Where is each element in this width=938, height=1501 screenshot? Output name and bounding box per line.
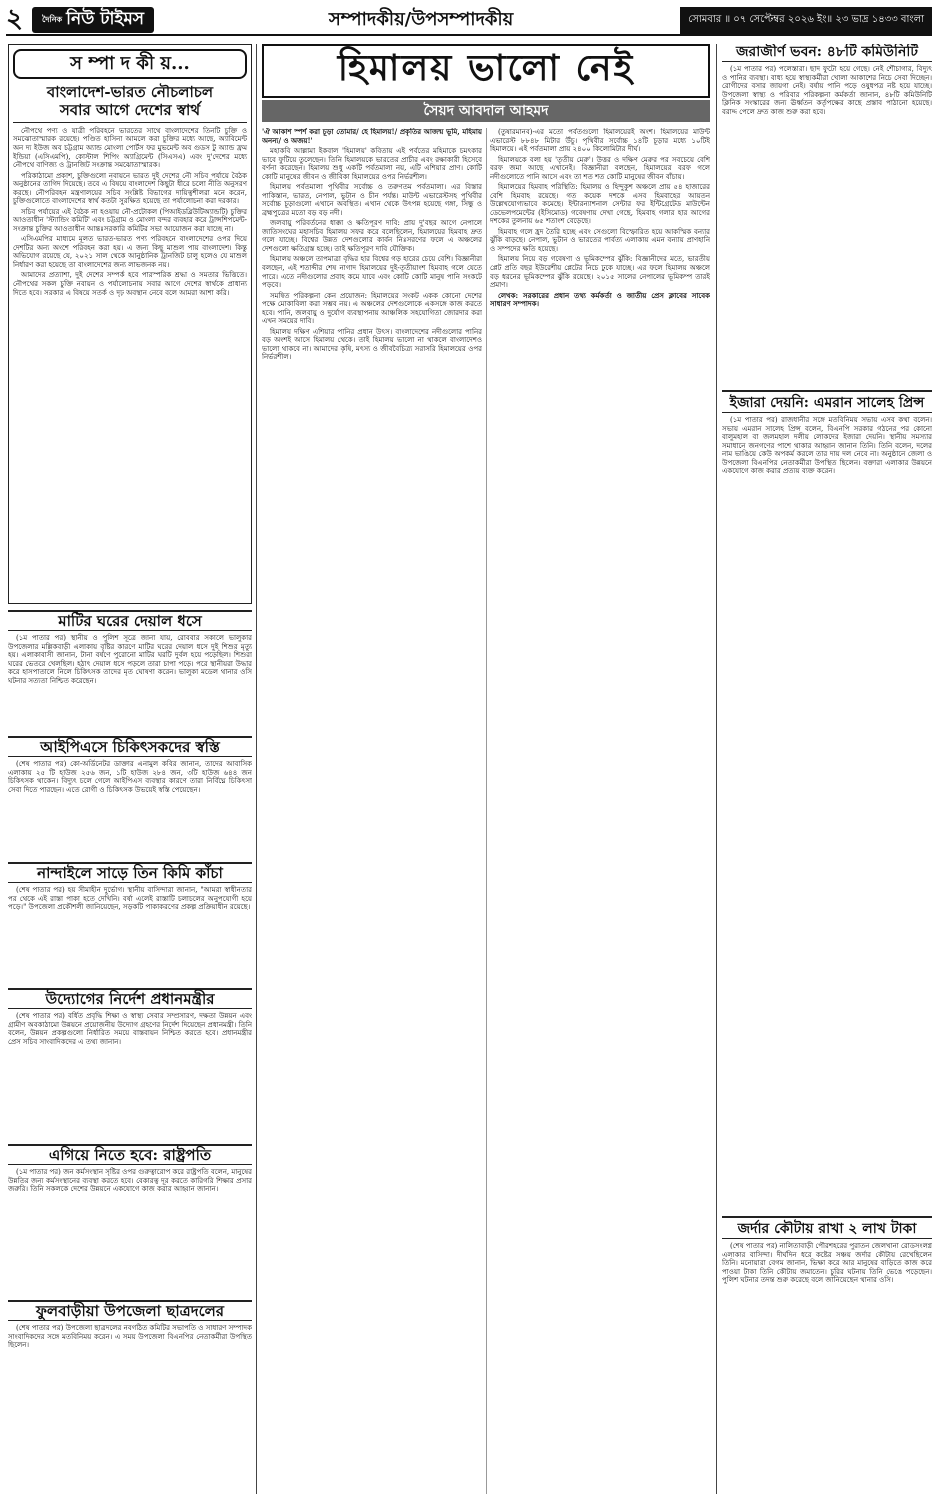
news-title: ফুলবাড়ীয়া উপজেলা ছাত্রদলের (8, 1300, 252, 1321)
news-title: উদ্যোগের নির্দেশ প্রধানমন্ত্রীর (8, 988, 252, 1009)
article-paragraph: হিমালয়ের হিমবাহ পরিস্থিতি: হিমালয় ও হিন্দুকুশ অঞ্চলে প্রায় ৫৪ হাজারের বেশি হিমবাহ রয়েছে। গত কয়েক দশকে এসব হিমবাহের আয়তন উল্লেখযোগ্যভাবে কমেছে। ইন্টারন্যাশনাল সেন্টার ফর ইন্টিগ্রেটেড মাউন্টেন ডেভেলপমেন্টের (ইসিমোড) গবেষণায় দেখা গেছে, হিমবাহ গলার হার আগের দশকের তুলনায় ৬৫ শতাংশ বেড়েছে। (490, 183, 710, 226)
news-item (722, 390, 932, 1210)
news-item (8, 1144, 252, 1294)
editorial-title-2: সবার আগে দেশের স্বার্থ (13, 101, 247, 123)
article-title: হিমালয় ভালো নেই (337, 47, 635, 89)
editorial-paragraph: পরিকাঠামো প্রকাশ, চুক্তিগুলো নবায়নে ভারত দুই দেশের নৌ সচিব পর্যায়ে বৈঠক অনুষ্ঠানের তাগিদ দিয়েছে। তবে এ বিষয়ে বাংলাদেশ কিছুটা ধীরে চলো নীতি অনুসরণ করছে। নৌপরিবহন মন্ত্রণালয়ের সচিব সংশ্লিষ্ট বিভাগের দায়িত্বশীলরা মনে করেন, চুক্তিগুলোতে বাংলাদেশের স্বার্থ কতটা সুরক্ষিত হয়েছে তা পর্যালোচনা করা দরকার। (13, 171, 247, 206)
page-number: ২ (6, 4, 23, 34)
news-body: (শেষ পাতার পর) বর্ধিত প্রবৃদ্ধি শিক্ষা ও স্বাস্থ্য সেবার সম্প্রসারণ, দক্ষতা উন্নয়ন এবং গ্রামীণ অবকাঠামো উন্নয়নে প্রয়োজনীয় উদ্যোগ গ্রহণের নির্দেশ দিয়েছেন প্রধানমন্ত্রী। তিনি বলেন, উন্নয়ন প্রকল্পগুলো নির্ধারিত সময়ে বাস্তবায়ন নিশ্চিত করতে হবে। প্রধানমন্ত্রীর প্রেস সচিব সাংবাদিকদের এ তথ্য জানান। (8, 1012, 252, 1046)
news-body: (১ম পাতার পর) জন কর্মসংস্থান সৃষ্টির ওপর গুরুত্বারোপ করে রাষ্ট্রপতি বলেন, মানুষের উন্নতির জন্য কর্মসংস্থানের ব্যবস্থা করতে হবে। বেকারত্ব দূর করতে কারিগরি শিক্ষার প্রসার জরুরি। তিনি সকলকে দেশের উন্নয়নে একযোগে কাজ করার আহ্বান জানান। (8, 1168, 252, 1194)
article-paragraph: হিমালয় নিয়ে বড় গবেষণা ও ভূমিকম্পের ঝুঁকি: বিজ্ঞানীদের মতে, ভারতীয় প্লেট প্রতি বছর ইউরেশীয় প্লেটের নিচে ঢুকে যাচ্ছে। এর ফলে হিমালয় অঞ্চলে বড় ধরনের ভূমিকম্পের ঝুঁকি রয়েছে। ২০১৫ সালের নেপালের ভূমিকম্প তারই প্রমাণ। (490, 255, 710, 290)
news-item (8, 988, 252, 1138)
right-news-column (722, 44, 932, 1494)
article-quote: 'ঐ আকাশ স্পর্শ করা চূড়া তোমার/ হে হিমালয়!/ প্রকৃতির আজন্ম ভূমি, মহিমায় অনন্য/ ও অজয়!' (262, 128, 482, 145)
editorial-paragraph: সচিব পর্যায়ের এই বৈঠক না হওয়ায় নৌ-প্রটোকল (পিআইডব্লিউটিঅ্যান্ডটি) চুক্তির আওতাধীন 'স্ট্যান্ডিং কমিটি' এবং চট্টগ্রাম ও মোংলা বন্দর ব্যবহার করে ট্রান্সশিপমেন্ট-সংক্রান্ত চুক্তির আওতাধীন আন্তঃসরকারি কমিটির সভা আয়োজন করা যাচ্ছে না। (13, 207, 247, 233)
news-title: আইপিএসে চিকিৎসকদের স্বস্তি (8, 736, 252, 757)
news-item (8, 610, 252, 730)
news-title: নান্দাইলে সাড়ে তিন কিমি কাঁচা (8, 862, 252, 883)
editorial-body (13, 127, 247, 297)
news-body: (১ম পাতার পর) রাজধানীর সঙ্গে মতবিনিময় সভায় এসব কথা বলেন। সভায় এমরান সালেহ প্রিন্স বলেন, বিএনপি সরকার গঠনের পর কোনো বালুমহাল বা জলমহাল দলীয় লোকদের ইজারা দেয়নি। স্থানীয় সমস্যার সমাধানে জনগণের পাশে থাকার আহ্বান জানান তিনি। তিনি বলেন, দলের নাম ভাঙিয়ে কেউ অপকর্ম করলে তার দায় দল নেবে না। অনুষ্ঠানে জেলা ও উপজেলা বিএনপির নেতাকর্মীরা উপস্থিত ছিলেন। বক্তারা এলাকার উন্নয়নে একযোগে কাজ করার প্রত্যয় ব্যক্ত করেন। (722, 416, 932, 476)
news-title: জর্দার কৌটায় রাখা ২ লাখ টাকা (722, 1221, 932, 1239)
news-title: জরাজীর্ণ ভবন: ৪৮টি কমিউনিটি (722, 44, 932, 62)
news-body: (১ম পাতার পর) পলেস্তারা। ছাদ ফুটো হয়ে গেছে। নেই শৌচাগার, বিদ্যুৎ ও পানির ব্যবস্থা। বাধ্য হয়ে স্বাস্থ্যকর্মীরা খোলা আকাশের নিচে সেবা দিচ্ছেন। রোগীদের বসার জায়গা নেই। বর্ষায় পানি পড়ে ওষুধপত্র নষ্ট হয়ে যাচ্ছে। উপজেলা স্বাস্থ্য ও পরিবার পরিকল্পনা কর্মকর্তা জানান, ৪৮টি কমিউনিটি ক্লিনিক সংস্কারের জন্য ঊর্ধ্বতন কর্তৃপক্ষের কাছে প্রস্তাব পাঠানো হয়েছে। বরাদ্দ পেলে দ্রুত কাজ শুরু করা হবে। (722, 65, 932, 116)
article-column-rule (486, 128, 487, 1494)
article-paragraph: হিমবাহ গলে হ্রদ তৈরি হচ্ছে এবং সেগুলো বিস্ফোরিত হয়ে আকস্মিক বন্যার ঝুঁকি বাড়ছে। নেপাল, ভুটান ও ভারতের পার্বত্য এলাকায় এমন বন্যায় প্রাণহানি ও সম্পদের ক্ষতি হয়েছে। (490, 227, 710, 253)
news-item (8, 1300, 252, 1430)
article-paragraph: মহাকবি আল্লামা ইকবাল 'হিমালয়' কবিতায় এই পর্বতের মহিমাকে চমৎকার ভাবে ফুটিয়ে তুলেছেন। তিনি হিমালয়কে ভারতের প্রাচীর এবং রক্ষাকারী হিসেবে বর্ণনা করেছেন। হিমালয় শুধু একটি পর্বতমালা নয়, এটি এশিয়ার প্রাণ। কোটি কোটি মানুষের জীবন ও জীবিকা হিমালয়ের ওপর নির্ভরশীল। (262, 147, 482, 181)
article-paragraph: হিমালয় দক্ষিণ এশিয়ার পানির প্রধান উৎস। বাংলাদেশের নদীগুলোর পানির বড় অংশই আসে হিমালয় থেকে। তাই হিমালয় ভালো না থাকলে বাংলাদেশও ভালো থাকবে না। আমাদের কৃষি, মৎস্য ও জীববৈচিত্র্য সরাসরি হিমালয়ের ওপর নির্ভরশীল। (262, 327, 482, 362)
article-column-2 (490, 128, 710, 1494)
column-rule (716, 44, 717, 1494)
editorial-label: স ম্পা দ কী য়... (13, 49, 247, 79)
news-body: (শেষ পাতার পর) হয় সীমাহীন দুর্ভোগ। স্থানীয় বাসিন্দারা জানান, "আমরা স্বাধীনতার পর থেকে এই রাস্তা পাকা হতে দেখিনি। বর্ষা এলেই রাস্তাটি চলাচলের অনুপযোগী হয়ে পড়ে।" উপজেলা প্রকৌশলী জানিয়েছেন, সড়কটি পাকাকরণের প্রকল্প প্রক্রিয়াধীন রয়েছে। (8, 886, 252, 912)
news-body: (শেষ পাতার পর) নালিতাবাড়ী পৌরশহরের পুরাতন জেলখানা রোডসংলগ্ন এলাকার বাসিন্দা। দীর্ঘদিন ধরে কষ্টের সঞ্চয় জর্দার কৌটায় রেখেছিলেন তিনি। মনোয়ারা বেগম জানান, ভিক্ষা করে আর মানুষের বাড়িতে কাজ করে পাওয়া টাকা তিনি কৌটায় জমাতেন। চুরির ঘটনায় তিনি ভেঙে পড়েছেন। পুলিশ ঘটনার তদন্ত শুরু করেছে বলে জানিয়েছেন থানার ওসি। (722, 1242, 932, 1285)
news-item (8, 736, 252, 856)
article-byline: সৈয়দ আবদাল আহমদ (262, 100, 710, 122)
editorial-paragraph: নৌপথে পণ্য ও যাত্রী পরিবহনে ভারতের সাথে বাংলাদেশের তিনটি চুক্তি ও সমঝোতাস্মারক রয়েছে। পণ্ডিত হাসিনা আমলে করা চুক্তির মধ্যে আছে, অ্যাবিমেন্ট অন দ্য ইউজ অব চট্টগ্রাম অ্যান্ড মোংলা পোর্টস ফর মুভমেন্ট অব গুডস টু অ্যান্ড ফ্রম ইন্ডিয়া (এসিএমপি), কোস্টাল শিপিং অ্যাগ্রিমেন্ট (সিএসএ) এবং দু'দেশের মধ্যে নৌপথে বাণিজ্য ও ট্রানজিট সংক্রান্ত সমঝোতাস্মারক। (13, 126, 247, 170)
article-paragraph: (তুষারমানব)-এর মতো পর্বতগুলো হিমালয়েরই অংশ। হিমালয়ের মাউন্ট এভারেস্ট ৮৮৪৮ মিটার উঁচু। পৃথিবীর সর্বোচ্চ ১৪টি চূড়ার মধ্যে ১০টিই হিমালয়ে। এই পর্বতমালা প্রায় ২৪০০ কিলোমিটার দীর্ঘ। (490, 128, 710, 154)
issue-date: সোমবার ॥ ০৭ সেপ্টেম্বর ২০২৬ ইং॥ ২৩ ভাদ্র ১৪৩৩ বাংলা (680, 7, 932, 34)
news-body: (শেষ পাতার পর) উপজেলা ছাত্রদলের নবগঠিত কমিটির সভাপতি ও সাধারণ সম্পাদক সাংবাদিকদের সঙ্গে মতবিনিময় করেন। এ সময় উপজেলা বিএনপির নেতাকর্মীরা উপস্থিত ছিলেন। (8, 1324, 252, 1350)
article-column-1 (262, 128, 482, 1494)
editorial-box (8, 44, 252, 604)
article-paragraph: হিমালয় অঞ্চলে তাপমাত্রা বৃদ্ধির হার বিশ্বের গড় হারের চেয়ে বেশি। বিজ্ঞানীরা বলছেন, এই শতাব্দীর শেষ নাগাদ হিমালয়ের দুই-তৃতীয়াংশ হিমবাহ গলে যেতে পারে। এতে নদীগুলোর প্রবাহ কমে যাবে এবং কোটি কোটি মানুষ পানি সংকটে পড়বে। (262, 255, 482, 290)
article-paragraph: হিমালয় পর্বতমালা পৃথিবীর সর্বোচ্চ ও তরুণতম পর্বতমালা। এর বিস্তার পাকিস্তান, ভারত, নেপাল, ভুটান ও চীন পর্যন্ত। মাউন্ট এভারেস্টসহ পৃথিবীর সর্বোচ্চ চূড়াগুলো এখানে অবস্থিত। এখান থেকে উৎপন্ন হয়েছে গঙ্গা, সিন্ধু ও ব্রহ্মপুত্রের মতো বড় বড় নদী। (262, 183, 482, 217)
news-body: (১ম পাতার পর) স্থানীয় ও পুলিশ সূত্রে জানা যায়, রোববার সকালে ভালুকার উপজেলার মল্লিকবাড়ী এলাকায় বৃষ্টির কারণে মাটির ঘরের দেয়াল ধসে দুই শিশুর মৃত্যু হয়। এলাকাবাসী জানান, টানা বর্ষণে পুরোনো মাটির ঘরটি দুর্বল হয়ে পড়েছিল। শিশুরা ঘরের ভেতরে খেলছিল। হঠাৎ দেয়াল ধসে পড়লে তারা চাপা পড়ে। পরে স্থানীয়রা উদ্ধার করে হাসপাতালে নিলে চিকিৎসক তাদের মৃত ঘোষণা করেন। ভালুকা মডেল থানার ওসি ঘটনার সত্যতা নিশ্চিত করেছেন। (8, 634, 252, 685)
news-item (722, 44, 932, 384)
news-title: মাটির ঘরের দেয়াল ধসে (8, 610, 252, 631)
article-paragraph: হিমালয়কে বলা হয় 'তৃতীয় মেরু'। উত্তর ও দক্ষিণ মেরুর পর সবচেয়ে বেশি বরফ জমা আছে এখানেই। বিজ্ঞানীরা বলছেন, হিমালয়ের বরফ গলে নদীগুলোতে পানি আসে এবং তা শত শত কোটি মানুষের জীবন বাঁচায়। (490, 155, 710, 181)
masthead (6, 6, 932, 36)
editorial-paragraph: এসিএমপির মাধ্যমে মূলত ভারত-ভারত পণ্য পরিবহনে বাংলাদেশের ওপর দিয়ে দেশটির অন্য অংশে পরিবহন করা হয়। এ জন্য কিছু মাশুল পায় বাংলাদেশ। কিন্তু অভিযোগ রয়েছে যে, ২০২১ সাল থেকে আনুষ্ঠানিক ট্রানজিট চালু হলেও যে মাশুল নির্ধারণ করা হয়েছে তা বাংলাদেশের জন্য লাভজনক নয়। (13, 235, 247, 269)
newspaper-logo (32, 7, 154, 33)
author-note: লেখক: সরকারের প্রধান তথ্য কর্মকর্তা ও জাতীয় প্রেস ক্লাবের সাবেক সাধারণ সম্পাদক। (490, 290, 710, 309)
article-paragraph: জলবায়ু পরিবর্তনের ধাক্কা ও ক্ষতিপূরণ দাবি: প্রায় দু'বছর আগে নেপালে জাতিসংঘের মহাসচিব হিমালয় সফর করে বলেছিলেন, হিমালয়ের হিমবাহ দ্রুত গলে যাচ্ছে। বিশ্বের উন্নত দেশগুলোর কার্বন নিঃসরণের ফলে এ অঞ্চলের দেশগুলো ক্ষতিগ্রস্ত হচ্ছে। তাই ক্ষতিপূরণ দাবি যৌক্তিক। (262, 219, 482, 253)
news-title: এগিয়ে নিতে হবে: রাষ্ট্রপতি (8, 1144, 252, 1165)
logo-text: নিউ টাইমস (66, 9, 144, 29)
left-news-column (8, 610, 252, 1495)
news-item (722, 1216, 932, 1486)
news-item (8, 862, 252, 982)
article-title-box (262, 44, 710, 98)
section-title: সম্পাদকীয়/উপসম্পাদকীয় (328, 8, 514, 30)
column-rule (256, 44, 257, 1494)
news-body: (শেষ পাতার পর) কো-অর্ডিনেটর ডাক্তার এনামুল কবির জানান, তাদের আবাসিক এলাকায় ২৫ টি হাউজ ২৫৬ জন, ১টি হাউজ ২৮৪ জন, ৩টি হাউজ ৬৪৪ জন চিকিৎসক থাকেন। বিদ্যুৎ চলে গেলে আইপিএস ব্যবস্থার কারণে তারা নির্বিঘ্নে চিকিৎসা সেবা দিতে পারছেন। এতে রোগী ও চিকিৎসক উভয়েই স্বস্তি পেয়েছেন। (8, 760, 252, 794)
article-paragraph: সমন্বিত পরিকল্পনা কেন প্রয়োজন: হিমালয়ের সংকট একক কোনো দেশের পক্ষে মোকাবিলা করা সম্ভব নয়। এ অঞ্চলের দেশগুলোকে একসঙ্গে কাজ করতে হবে। পানি, জলবায়ু ও দুর্যোগ ব্যবস্থাপনায় আঞ্চলিক সহযোগিতা জোরদার করা এখন সময়ের দাবি। (262, 291, 482, 326)
news-title: ইজারা দেয়নি: এমরান সালেহ প্রিন্স (722, 395, 932, 413)
editorial-paragraph: আমাদের প্রত্যাশা, দুই দেশের সম্পর্ক হবে পারস্পরিক শ্রদ্ধা ও সমতার ভিত্তিতে। নৌপথের সকল চুক্তি নবায়ন ও পর্যালোচনায় সবার আগে দেশের স্বার্থকে প্রাধান্য দিতে হবে। সরকার এ বিষয়ে সতর্ক ও দৃঢ় অবস্থান নেবে বলে আমরা আশা করি। (13, 271, 247, 297)
logo-small-text: দৈনিক (42, 13, 63, 24)
editorial-title-1: বাংলাদেশ-ভারত নৌচলাচল (46, 82, 214, 101)
